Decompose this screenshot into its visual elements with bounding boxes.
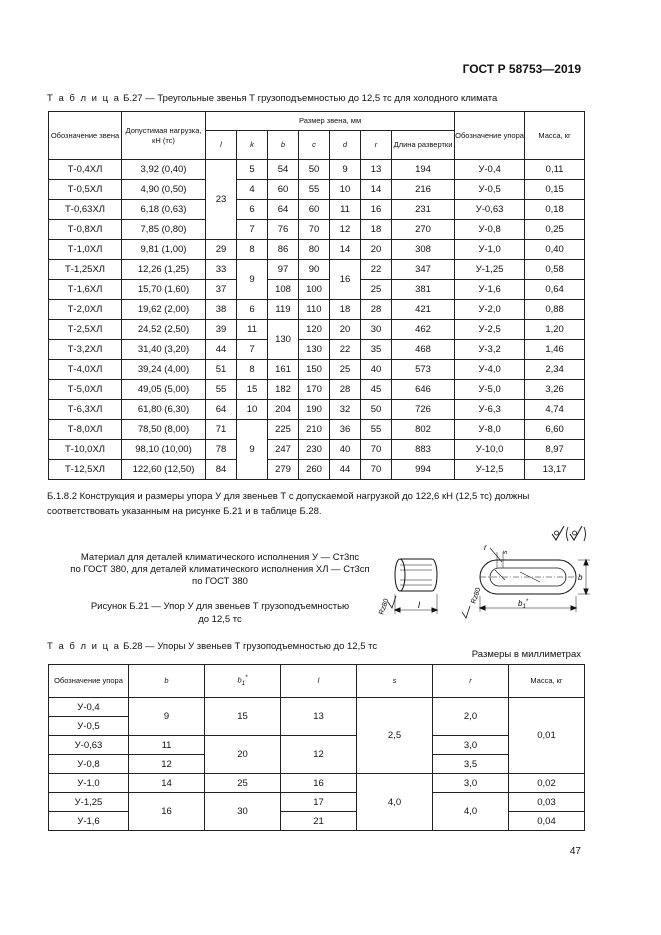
cell: 55 [361,420,392,440]
front-view [462,548,590,618]
page-number: 47 [569,846,581,857]
cell: 231 [392,200,455,220]
cell: 25 [205,774,281,793]
cell: 170 [299,380,330,400]
paragraph-b1-8-2: Б.1.8.2 Конструкция и размеры упора У для звеньев Т с допускаемой нагрузкой до 122,6 кН (12,5 тс) должны соответствовать указанным на рисунке Б.21 и в таблице Б.28. [47,491,530,517]
cell: 6,18 (0,63) [122,200,206,220]
cell: 194 [392,160,455,180]
cell: 4 [237,180,268,200]
cell: 13,17 [525,460,585,480]
cell: 70 [299,220,330,240]
material-line: по ГОСТ 380, для деталей климатического исполнения ХЛ — Ст3сп [70,564,370,575]
table-row [49,160,585,180]
cell: 16 [281,774,357,793]
table-row [49,460,585,480]
cell: 25 [330,360,361,380]
table27-title: Б.27 — Треугольные звенья Т грузоподъемностью до 12,5 тс для холодного климата [123,93,498,104]
cell: У-0,4 [49,698,129,717]
units-note: Размеры в миллиметрах [471,649,581,660]
cell: 0,88 [525,300,585,320]
cell: 80 [299,240,330,260]
cell: У-0,8 [49,755,129,774]
cell: 3,26 [525,380,585,400]
cell: 16 [129,793,205,831]
cell: 9 [129,698,205,736]
cell: 347 [392,260,455,280]
cell: 7 [237,220,268,240]
table-row [49,340,585,360]
cell: 108 [268,280,299,300]
cell: 11 [237,320,268,340]
cell: У-1,0 [49,774,129,793]
table-row [49,300,585,320]
cell: 9 [237,420,268,480]
standard-header: ГОСТ Р 58753—2019 [462,62,581,76]
cell: 161 [268,360,299,380]
cell: У-4,0 [455,360,525,380]
cell: 11 [330,200,361,220]
cell: 381 [392,280,455,300]
cell: 150 [299,360,330,380]
cell: 78,50 (8,00) [122,420,206,440]
cell: 15,70 (1,60) [122,280,206,300]
figure-b21-caption [60,600,380,626]
cell: 22 [330,340,361,360]
cell: 6 [237,300,268,320]
cell: Т-2,0ХЛ [49,300,122,320]
cell: 55 [206,380,237,400]
cell: 190 [299,400,330,420]
cell: 0,02 [509,774,585,793]
cell: У-0,8 [455,220,525,240]
cell: 260 [299,460,330,480]
cell: У-1,6 [49,812,129,831]
cell: 76 [268,220,299,240]
table27-caption [47,93,497,104]
material-note [50,552,390,588]
cell: 4,0 [433,793,509,831]
th-l: l [281,665,357,698]
cell: 6 [237,200,268,220]
cell: 17 [281,793,357,812]
th-mass: Масса, кг [509,665,585,698]
cell: 64 [268,200,299,220]
cell: 7 [237,340,268,360]
cell: 78 [206,440,237,460]
cell: 84 [206,460,237,480]
table27-label: Т а б л и ц а [47,93,121,104]
cell: 45 [361,380,392,400]
cell: Т-0,8ХЛ [49,220,122,240]
cell: 30 [205,793,281,831]
cell: 51 [206,360,237,380]
cell: 20 [205,736,281,774]
cell: 270 [392,220,455,240]
cell: 44 [206,340,237,360]
cell: 130 [299,340,330,360]
cell: 21 [281,812,357,831]
cell: Т-8,0ХЛ [49,420,122,440]
cell: 802 [392,420,455,440]
cell: 18 [361,220,392,240]
cell: Т-1,6ХЛ [49,280,122,300]
cell: 573 [392,360,455,380]
cell: 0,40 [525,240,585,260]
table-row [49,260,585,280]
cell: 13 [281,698,357,736]
cell: 35 [361,340,392,360]
table-row [49,220,585,240]
cell: 210 [299,420,330,440]
cell: 33 [206,260,237,280]
cell: 10 [330,180,361,200]
cell: 0,64 [525,280,585,300]
caption-line: до 12,5 тс [198,614,242,625]
th-dev-length: Длина развертки [392,131,455,160]
cell: 0,01 [509,698,585,774]
table-row [49,280,585,300]
cell: 1,20 [525,320,585,340]
cell: 97 [268,260,299,280]
table-row [49,380,585,400]
cell: У-0,63 [455,200,525,220]
figure-b21-drawing [380,532,590,627]
cell: Т-0,4ХЛ [49,160,122,180]
cell: Т-0,63ХЛ [49,200,122,220]
cell: У-0,4 [455,160,525,180]
cell: 3,5 [433,755,509,774]
cell: 10 [237,400,268,420]
cell: У-1,25 [49,793,129,812]
cell: 18 [330,300,361,320]
cell: 31,40 (3,20) [122,340,206,360]
cell: 39,24 (4,00) [122,360,206,380]
th-r: r [433,665,509,698]
cell: 86 [268,240,299,260]
cell: 55 [299,180,330,200]
cell: 2,0 [433,698,509,736]
cell: У-1,0 [455,240,525,260]
cell: У-0,5 [455,180,525,200]
table-row [49,440,585,460]
cell: 15 [205,698,281,736]
th-b: b [268,131,299,160]
th-mass: Масса, кг [525,112,585,160]
table-row [49,736,585,755]
th-b: b [129,665,205,698]
cell: 25 [361,280,392,300]
roughness-label: Rz80 [378,597,391,616]
th-designation: Обозначение упора [49,665,129,698]
cell: 994 [392,460,455,480]
cell: 20 [330,320,361,340]
cell: 0,15 [525,180,585,200]
table-row [49,420,585,440]
cell: 23 [206,160,237,240]
cell: 15 [237,380,268,400]
cell: Т-2,5ХЛ [49,320,122,340]
cell: 40 [361,360,392,380]
cell: 204 [268,400,299,420]
cell: 38 [206,300,237,320]
cell: 28 [330,380,361,400]
cell: 29 [206,240,237,260]
cell: 9 [237,260,268,300]
cell: У-12,5 [455,460,525,480]
cell: 16 [361,200,392,220]
cell: 19,62 (2,00) [122,300,206,320]
cell: 13 [361,160,392,180]
cell: У-8,0 [455,420,525,440]
cell: 90 [299,260,330,280]
cell: 50 [299,160,330,180]
th-stop: Обозначение упора [455,112,525,160]
caption-line: Рисунок Б.21 — Упор У для звеньев Т грузоподъемностью [90,601,350,612]
cell: 37 [206,280,237,300]
cell: 39 [206,320,237,340]
cell: 16 [330,260,361,300]
cell: 4,74 [525,400,585,420]
cell: 279 [268,460,299,480]
cell: 30 [361,320,392,340]
cell: 14 [330,240,361,260]
th-designation: Обозначение звена [49,112,122,160]
table-row [49,774,585,793]
th-size-group: Размер звена, мм [206,112,455,131]
cell: 40 [330,440,361,460]
roughness-label: Rz80 [470,586,483,605]
dim-label-l: l [418,600,420,610]
side-view [388,559,437,614]
table-b28 [48,664,585,831]
cell: 100 [299,280,330,300]
dim-label-b1: $b_1^*$ [518,599,529,610]
table-row [49,320,585,340]
cell: 32 [330,400,361,420]
cell: 70 [361,440,392,460]
cell: У-3,2 [455,340,525,360]
cell: 0,58 [525,260,585,280]
cell: 12 [129,755,205,774]
table-row [49,698,585,717]
cell: 60 [299,200,330,220]
cell: 0,25 [525,220,585,240]
cell: Т-12,5ХЛ [49,460,122,480]
cell: У-2,5 [455,320,525,340]
cell: 2,5 [357,698,433,774]
dim-label-r: r [484,543,487,552]
cell: 726 [392,400,455,420]
cell: 12,26 (1,25) [122,260,206,280]
th-c: c [299,131,330,160]
table-row [49,180,585,200]
cell: 308 [392,240,455,260]
cell: 61,80 (6,30) [122,400,206,420]
cell: 646 [392,380,455,400]
cell: У-1,25 [455,260,525,280]
table-row [49,240,585,260]
dim-label-s: s [502,550,509,554]
cell: 9,81 (1,00) [122,240,206,260]
material-line: по ГОСТ 380 [192,576,248,587]
cell: 22 [361,260,392,280]
table28-label: Т а б л и ц а [47,641,121,652]
th-k: k [237,131,268,160]
cell: 28 [361,300,392,320]
th-load: Допустимая нагрузка, кН (тс) [122,112,206,160]
table-row [49,400,585,420]
cell: 64 [206,400,237,420]
cell: Т-6,3ХЛ [49,400,122,420]
table-row [49,360,585,380]
table-b27 [48,111,585,480]
th-s: s [357,665,433,698]
cell: 49,05 (5,00) [122,380,206,400]
cell: У-6,3 [455,400,525,420]
cell: 0,03 [509,793,585,812]
cell: 8,97 [525,440,585,460]
table28-caption [47,641,377,652]
cell: 247 [268,440,299,460]
cell: 182 [268,380,299,400]
cell: У-0,63 [49,736,129,755]
cell: 24,52 (2,50) [122,320,206,340]
cell: 12 [281,736,357,774]
cell: 120 [299,320,330,340]
cell: Т-3,2ХЛ [49,340,122,360]
cell: 11 [129,736,205,755]
cell: 3,0 [433,774,509,793]
cell: 0,11 [525,160,585,180]
cell: 421 [392,300,455,320]
cell: 98,10 (10,00) [122,440,206,460]
cell: 0,04 [509,812,585,831]
cell: 3,92 (0,40) [122,160,206,180]
cell: 0,18 [525,200,585,220]
cell: У-5,0 [455,380,525,400]
cell: 130 [268,320,299,360]
cell: Т-1,0ХЛ [49,240,122,260]
dim-label-b: b [578,573,583,582]
cell: 468 [392,340,455,360]
cell: 9 [330,160,361,180]
cell: 225 [268,420,299,440]
cell: 119 [268,300,299,320]
cell: 6,60 [525,420,585,440]
th-l: l [206,131,237,160]
cell: 462 [392,320,455,340]
cell: 5 [237,160,268,180]
cell: 14 [361,180,392,200]
cell: 12 [330,220,361,240]
cell: 60 [268,180,299,200]
th-b1: $b_1^*$ [205,665,281,698]
table28-title: Б.28 — Упоры У звеньев Т грузоподъемностью до 12,5 тс [123,641,378,652]
cell: 8 [237,240,268,260]
cell: У-1,6 [455,280,525,300]
cell: Т-5,0ХЛ [49,380,122,400]
table-row [49,793,585,812]
cell: У-10,0 [455,440,525,460]
cell: 110 [299,300,330,320]
cell: 71 [206,420,237,440]
cell: 230 [299,440,330,460]
cell: 122,60 (12,50) [122,460,206,480]
cell: 7,85 (0,80) [122,220,206,240]
material-line: Материал для деталей климатического исполнения У — Ст3пс [80,552,360,563]
cell: 36 [330,420,361,440]
cell: 4,0 [357,774,433,831]
cell: 20 [361,240,392,260]
cell: 54 [268,160,299,180]
cell: 216 [392,180,455,200]
cell: 1,46 [525,340,585,360]
cell: Т-10,0ХЛ [49,440,122,460]
cell: 3,0 [433,736,509,755]
cell: Т-1,25ХЛ [49,260,122,280]
cell: Т-0,5ХЛ [49,180,122,200]
table-row [49,200,585,220]
cell: 50 [361,400,392,420]
cell: У-2,0 [455,300,525,320]
cell: 44 [330,460,361,480]
th-r: r [361,131,392,160]
cell: У-0,5 [49,717,129,736]
cell: 8 [237,360,268,380]
cell: 2,34 [525,360,585,380]
th-d: d [330,131,361,160]
cell: 4,90 (0,50) [122,180,206,200]
cell: Т-4,0ХЛ [49,360,122,380]
cell: 70 [361,460,392,480]
cell: 14 [129,774,205,793]
cell: 883 [392,440,455,460]
